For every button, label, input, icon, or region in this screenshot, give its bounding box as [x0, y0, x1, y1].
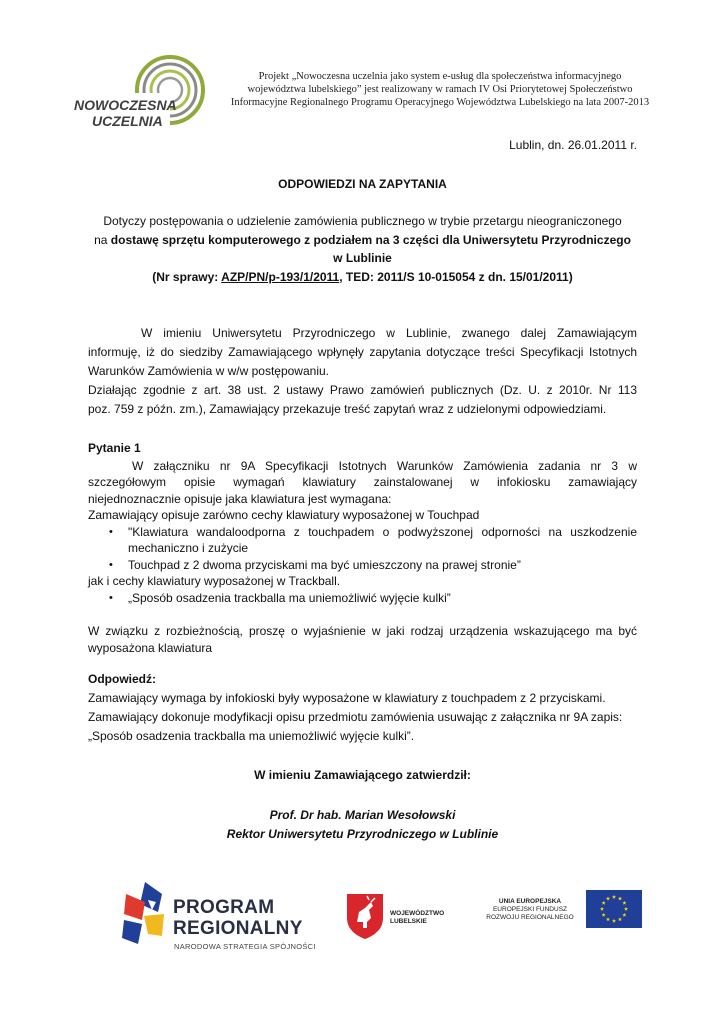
answer-line: Zamawiający wymaga by infokioski były wyposażone w klawiatury z touchpadem z 2 przyciskami.	[88, 691, 606, 705]
bullet-icon: •	[109, 558, 113, 571]
project-header	[215, 70, 665, 109]
case-suffix: , TED: 2011/S 10-015054 z dn. 15/01/2011)	[339, 269, 573, 284]
subject-prefix: na	[94, 232, 111, 247]
logo-text-line2: UCZELNIA	[92, 113, 163, 129]
case-number: AZP/PN/p-193/1/2011	[221, 269, 340, 284]
intro-paragraph	[88, 324, 637, 419]
intro-line: W imieniu Uniwersytetu Przyrodniczego w Lublinie, zwanego dalej Zamawiającym	[141, 326, 637, 340]
approval-line: W imieniu Zamawiającego zatwierdził:	[254, 768, 471, 782]
intro-line: Działając zgodnie z art. 38 ust. 2 ustawy Prawo zamówień publicznych (Dz. U. z 2010r. Nr 113	[88, 383, 637, 397]
logo-rings-icon	[70, 50, 210, 135]
bullet-icon: •	[109, 525, 113, 538]
closing-line: W związku z rozbieżnością, proszę o wyjaśnienie w jaki rodzaj urządzenia wskazującego ma być	[88, 624, 637, 638]
lubelskie-text	[390, 910, 444, 926]
bullet-line: „Sposób osadzenia trackballa ma uniemożliwić wyjęcie kulki”	[128, 590, 451, 605]
question-closing	[88, 623, 637, 656]
nowoczesna-uczelnia-logo	[70, 50, 210, 135]
bullet-line: "Klawiatura wandaloodporna z touchpadem o podwyższonej odporności na uszkodzenie	[128, 524, 637, 539]
question-line: niejednoznacznie opisuje jaka klawiatura jest wymagana:	[88, 491, 392, 506]
logo-text-line1: NOWOCZESNA	[74, 97, 177, 113]
list-item	[88, 590, 637, 607]
list-item	[88, 557, 637, 574]
intro-line: poz. 759 z późn. zm.), Zamawiający przekazuje treść zapytań wraz z udzielonymi odpowiedziami.	[88, 402, 607, 416]
footer-logos	[0, 870, 725, 960]
trackball-line: jak i cechy klawiatury wyposażonej w Trackball.	[88, 574, 341, 588]
subject-line	[88, 231, 637, 250]
answer-line: „Sposób osadzenia trackballa ma uniemożliwić wyjęcie kulki”.	[88, 729, 415, 743]
project-line: województwa lubelskiego” jest realizowany w ramach IV Osi Priorytetowej Społeczeństwo	[247, 84, 633, 95]
case-number-line	[88, 268, 637, 287]
bullet-line: Touchpad z 2 dwoma przyciskami ma być umieszczony na prawej stronie”	[128, 557, 521, 572]
question-block	[88, 440, 637, 606]
program-line3: NARODOWA STRATEGIA SPÓJNOŚCI	[174, 942, 316, 951]
signatory-name: Prof. Dr hab. Marian Wesołowski	[269, 808, 456, 822]
project-line: Informacyjne Regionalnego Programu Operacyjnego Województwa Lubelskiego na lata 2007-2013	[230, 97, 650, 108]
lubelskie-line1: WOJEWÓDZTWO	[390, 910, 445, 917]
document-title: ODPOWIEDZI NA ZAPYTANIA	[278, 177, 447, 191]
subject-line: w Lublinie	[333, 251, 392, 265]
bullet-icon: •	[109, 591, 113, 604]
program-line1: PROGRAM	[173, 897, 275, 918]
intro-line: informuję, iż do siedziby Zamawiającego wpłynęły zapytania dotyczące treści Specyfikacji Istotnych	[88, 345, 637, 359]
question-line: szczegółowym opisie wymagań klawiatury zainstalowanej w infokiosku zamawiający	[88, 475, 637, 489]
eu-fund-logo	[480, 890, 645, 945]
list-item	[88, 524, 637, 557]
eu-line2: EUROPEJSKI FUNDUSZ	[492, 906, 568, 913]
case-prefix: (Nr sprawy:	[152, 269, 222, 284]
wojewodztwo-lubelskie-logo	[345, 892, 455, 942]
intro-line: Warunków Zamówienia w w/w postępowaniu.	[88, 364, 329, 378]
touchpad-bullets	[88, 524, 637, 574]
question-line: Zamawiający opisuje zarówno cechy klawiatury wyposażonej w Touchpad	[88, 508, 480, 522]
eu-text	[480, 898, 580, 922]
program-regionalny-logo	[118, 880, 328, 950]
subject-bold: dostawę sprzętu komputerowego z podziałem na 3 części dla Uniwersytetu Przyrodniczego	[110, 232, 631, 247]
closing-line: wyposażona klawiatura	[88, 640, 213, 655]
subject-line: Dotyczy postępowania o udzielenie zamówienia publicznego w trybie przetargu nieograniczonego	[103, 214, 622, 228]
signatory-role: Rektor Uniwersytetu Przyrodniczego w Lublinie	[226, 827, 499, 841]
answer-line: Zamawiający dokonuje modyfikacji opisu przedmiotu zamówienia usuwając z załącznika nr 9A zapis:	[88, 710, 623, 724]
eu-flag-icon	[586, 890, 642, 928]
trackball-bullets	[88, 590, 637, 607]
lubelskie-line2: LUBELSKIE	[390, 918, 427, 925]
eu-line3: ROZWOJU REGIONALNEGO	[486, 914, 574, 921]
question-heading: Pytanie 1	[88, 441, 141, 455]
lubelskie-shield-icon	[345, 892, 385, 940]
question-line: W załączniku nr 9A Specyfikacji Istotnych Warunków Zamówienia zadania nr 3 w	[132, 458, 637, 473]
document-date: Lublin, dn. 26.01.2011 r.	[509, 138, 637, 152]
answer-heading: Odpowiedź:	[88, 672, 156, 686]
bullet-line: mechaniczno i zużycie	[128, 541, 249, 555]
project-line: Projekt „Nowoczesna uczelnia jako system e-usług dla społeczeństwa informacyjnego	[258, 71, 622, 82]
answer-block	[88, 670, 637, 746]
subject-block	[88, 212, 637, 286]
program-line2: REGIONALNY	[173, 918, 303, 939]
eu-line1: UNIA EUROPEJSKA	[498, 898, 562, 905]
program-star-icon	[118, 880, 172, 950]
